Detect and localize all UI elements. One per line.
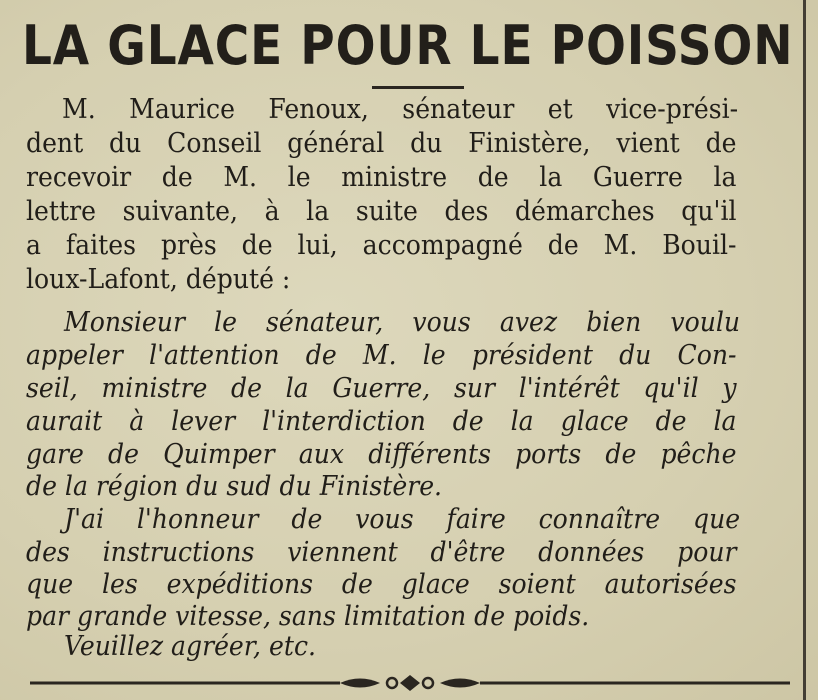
text-line: dent du Conseil général du Finistère, vient de [26, 128, 737, 159]
headline-underline [372, 86, 464, 89]
letter-line: J'ai l'honneur de vous faire connaître que [64, 504, 741, 535]
letter-line: seil, ministre de la Guerre, sur l'intérêt qu'il y [26, 373, 737, 404]
letter-line: gare de Quimper aux différents ports de pêche [26, 439, 737, 470]
letter-line: de la région du sud du Finistère. [26, 471, 443, 502]
letter-line: aurait à lever l'interdiction de la glace de la [26, 406, 737, 437]
text-line: lettre suivante, à la suite des démarches qu'il [26, 196, 737, 227]
letter-line: appeler l'attention de M. le président du Con- [26, 340, 737, 371]
letter-line: des instructions viennent d'être données pour [26, 537, 737, 568]
letter-line: Monsieur le sénateur, vous avez bien voulu [64, 307, 741, 338]
letter-line: que les expéditions de glace soient autorisées [26, 569, 737, 600]
text-line: loux-Lafont, député : [26, 264, 291, 295]
ornamental-divider [30, 670, 790, 696]
letter-line: par grande vitesse, sans limitation de poids. [26, 601, 590, 632]
column-rule [803, 0, 806, 700]
text-line: M. Maurice Fenoux, sénateur et vice-prési- [62, 94, 739, 125]
text-line: recevoir de M. le ministre de la Guerre la [26, 162, 737, 193]
headline: LA GLACE POUR LE POISSON [22, 14, 794, 77]
letter-line: Veuillez agréer, etc. [64, 631, 317, 662]
text-line: a faites près de lui, accompagné de M. Bouil- [26, 230, 737, 261]
